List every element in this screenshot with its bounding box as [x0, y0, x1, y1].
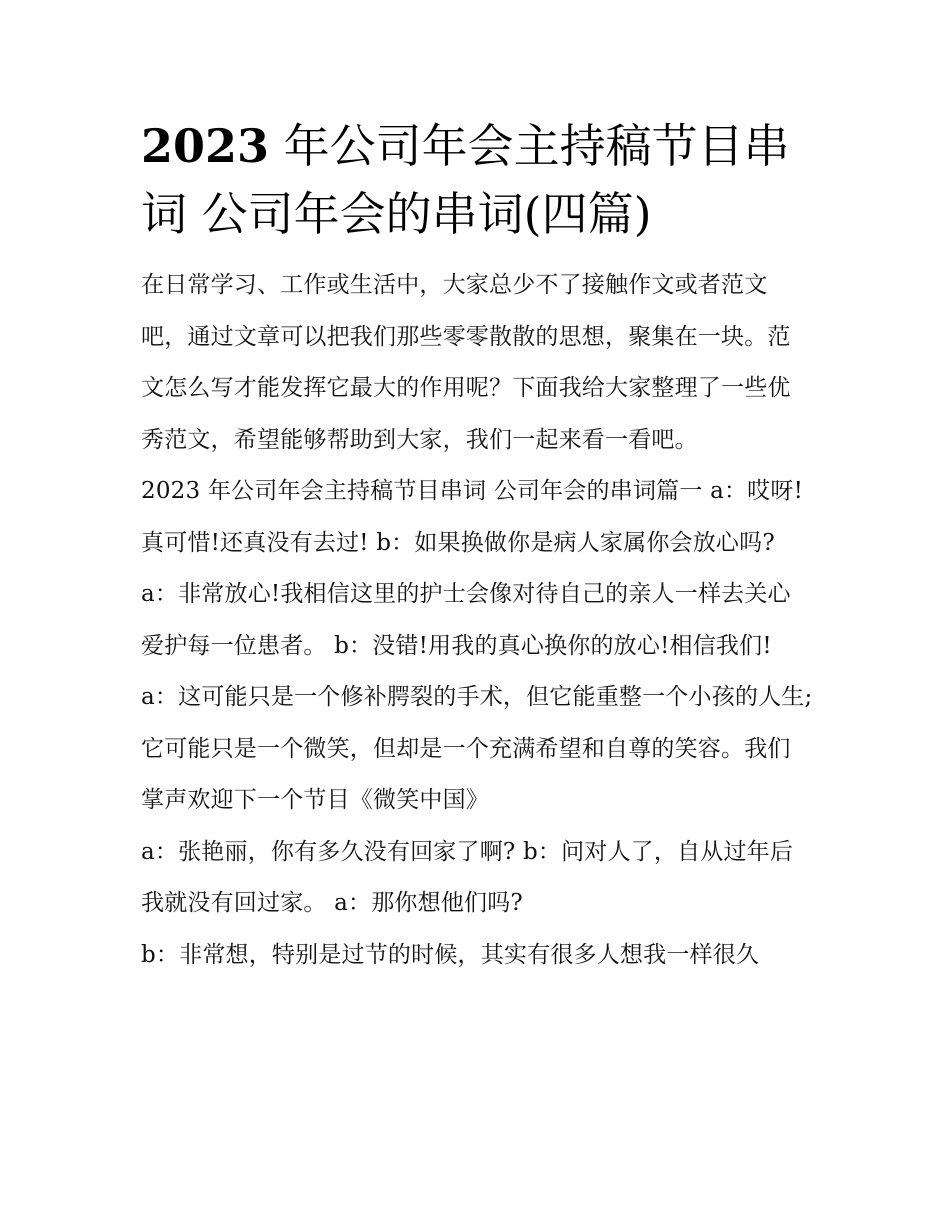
document-title — [141, 112, 813, 248]
paragraph-dialogue-5: b：非常想，特别是过节的时候，其实有很多人想我一样很久 — [141, 941, 760, 968]
title-year: 2023 — [141, 119, 270, 173]
paragraph-dialogue-1: 2023 年公司年会主持稿节目串词 公司年会的串词篇一 a：哎呀!真可惜!还真没有去过! b：如果换做你是病人家属你会放心吗? — [141, 478, 804, 556]
paragraph-intro: 在日常学习、工作或生活中，大家总少不了接触作文或者范文吧，通过文章可以把我们那些零零散散的思想，聚集在一块。范文怎么写才能发挥它最大的作用呢？下面我给大家整理了一些优秀范文，希望能够帮助到大家，我们一起来看一看吧。 — [141, 272, 791, 453]
paragraph-dialogue-4: a：张艳丽，你有多久没有回家了啊? b：问对人了，自从过年后我就没有回过家。 a：那你想他们吗? — [141, 838, 794, 916]
paragraph-dialogue-3: a：这可能只是一个修补腭裂的手术，但它能重整一个小孩的人生;它可能只是一个微笑，但却是一个充满希望和自尊的笑容。我们掌声欢迎下一个节目《微笑中国》 — [141, 684, 813, 813]
paragraph-dialogue-2: a：非常放心!我相信这里的护士会像对待自己的亲人一样去关心爱护每一位患者。 b：没错!用我的真心换你的放心!相信我们! — [141, 581, 791, 659]
document-body — [141, 260, 813, 981]
document-content — [141, 112, 813, 981]
title-text: 年公司年会主持稿节目串词 公司年会的串词(四篇) — [141, 119, 790, 241]
